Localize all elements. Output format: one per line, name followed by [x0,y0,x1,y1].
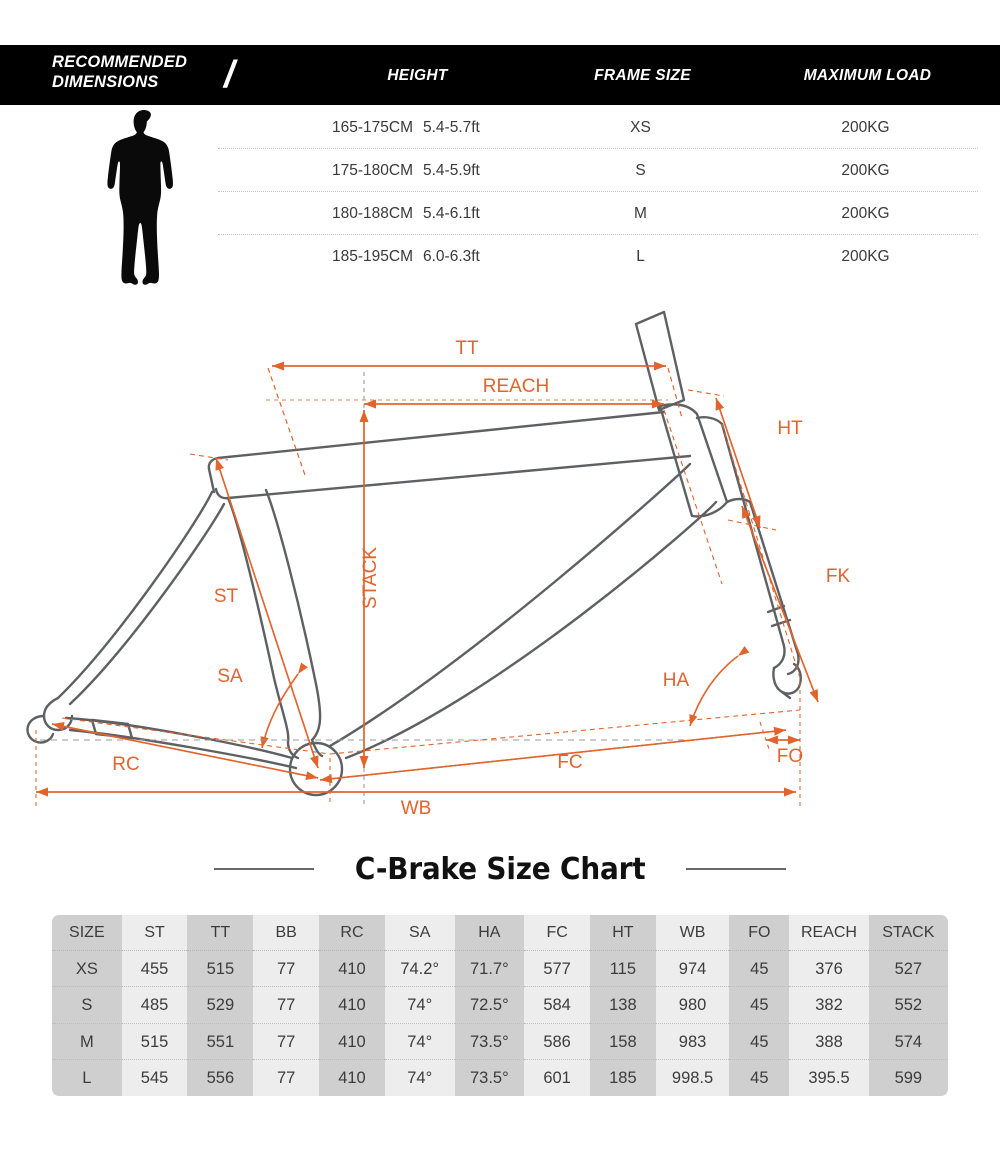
geometry-column-wb [656,915,730,1096]
geometry-column-fc [524,915,590,1096]
geometry-column-header: BB [253,915,319,951]
label-fk: FK [825,566,851,587]
geometry-cell: 395.5 [808,1068,850,1087]
title-rule-right [686,868,786,870]
bike-frame-geometry-diagram [0,306,1000,826]
label-sa: SA [217,666,243,687]
geometry-cell: 584 [524,987,590,1023]
label-ha: HA [662,670,690,691]
geometry-cell: 980 [656,987,730,1023]
geometry-column-header: SA [385,915,455,951]
geometry-cell: M [52,1024,122,1060]
geometry-column-header: STACK [869,915,948,951]
cell-height-cm: 180-188CM [332,205,413,222]
geometry-cell: 974 [656,951,730,987]
geometry-cell: 45 [729,987,789,1023]
geometry-cell: 158 [590,1024,656,1060]
geometry-cell: 74.2° [385,951,455,987]
geometry-cell: 73.5° [470,1068,509,1087]
cell-height-ft: 5.4-5.7ft [423,119,480,136]
cell-frame-size: M [634,205,647,222]
geometry-cell: 376 [789,951,868,987]
cell-max-load: 200KG [841,248,890,265]
cell-frame-size: XS [630,119,651,136]
dimension-ha [690,656,738,726]
geometry-column-header: HA [455,915,525,951]
geometry-column-header: TT [187,915,253,951]
table-row [218,106,978,149]
geometry-cell: 556 [206,1068,235,1087]
cell-height-cm: 175-180CM [332,162,413,179]
geometry-cell: 410 [319,987,385,1023]
geometry-cell: 45 [729,1024,789,1060]
dimension-fo [760,682,800,806]
geometry-column-header: RC [319,915,385,951]
geometry-column-sa [385,915,455,1096]
geometry-cell: 983 [656,1024,730,1060]
geometry-cell: S [52,987,122,1023]
geometry-column-ha [455,915,525,1096]
geometry-cell: 527 [869,951,948,987]
label-rc: RC [112,754,140,775]
geometry-cell: 998.5 [671,1068,714,1087]
geometry-cell: 388 [789,1024,868,1060]
geometry-column-fo [729,915,789,1096]
geometry-column-header: REACH [789,915,868,951]
person-silhouette-icon [96,108,192,300]
cell-max-load: 200KG [841,119,890,136]
label-wb: WB [400,798,432,819]
table-row [218,192,978,235]
label-fc: FC [557,752,583,773]
label-ht: HT [777,418,803,439]
cell-frame-size: L [636,248,645,265]
cell-height-cm: 165-175CM [332,119,413,136]
geometry-cell: 410 [319,951,385,987]
geometry-cell: 599 [894,1068,923,1087]
geometry-cell: 115 [590,951,656,987]
geometry-cell: 71.7° [455,951,525,987]
geometry-cell: 77 [276,1068,296,1087]
label-reach: REACH [482,376,550,397]
geometry-column-stack [869,915,948,1096]
cell-height-ft: 6.0-6.3ft [423,248,480,265]
section-title-row [0,838,1000,900]
label-fo: FO [776,746,804,767]
geometry-column-rc [319,915,385,1096]
geometry-cell: 410 [319,1024,385,1060]
geometry-cell: 185 [609,1068,637,1087]
geometry-cell: L [82,1068,92,1087]
geometry-cell: 552 [869,987,948,1023]
header-column-frame-size: FRAME SIZE [594,67,691,84]
geometry-column-header: FO [729,915,789,951]
cell-max-load: 200KG [841,162,890,179]
geometry-cell: 45 [750,1068,769,1087]
cell-frame-size: S [635,162,646,179]
recommended-dimensions-table [218,106,978,278]
geometry-column-header: WB [656,915,730,951]
geometry-cell: 382 [789,987,868,1023]
frame-outline [27,312,800,795]
geometry-column-header: ST [122,915,188,951]
cell-height-ft: 5.4-5.9ft [423,162,480,179]
header-title-line1: RECOMMENDED [52,53,188,71]
geometry-cell: 529 [187,987,253,1023]
geometry-cell: 72.5° [455,987,525,1023]
geometry-cell: 485 [122,987,188,1023]
geometry-cell: 45 [729,951,789,987]
geometry-column-header: HT [590,915,656,951]
geometry-cell: 577 [524,951,590,987]
geometry-cell: 77 [253,951,319,987]
geometry-cell: 586 [524,1024,590,1060]
page-title: C-Brake Size Chart [354,851,646,887]
geometry-column-bb [253,915,319,1096]
geometry-column-size [52,915,122,1096]
header-slash-divider: / [224,54,235,96]
geometry-cell: 73.5° [455,1024,525,1060]
geometry-cell: 455 [122,951,188,987]
label-st: ST [213,586,239,607]
geometry-column-tt [187,915,253,1096]
geometry-column-reach [789,915,868,1096]
geometry-cell: 515 [187,951,253,987]
geometry-size-table [52,915,948,1096]
geometry-cell: 574 [869,1024,948,1060]
title-rule-left [214,868,314,870]
header-column-height: HEIGHT [387,67,448,84]
geometry-cell: 138 [590,987,656,1023]
table-row [218,235,978,278]
geometry-column-header: SIZE [52,915,122,951]
geometry-cell: 515 [122,1024,188,1060]
header-title-line2: DIMENSIONS [52,73,159,91]
geometry-column-header: FC [524,915,590,951]
cell-max-load: 200KG [841,205,890,222]
geometry-cell: 545 [140,1068,169,1087]
geometry-cell: 410 [338,1068,366,1087]
geometry-cell: 551 [187,1024,253,1060]
recommended-dimensions-title [52,52,252,92]
header-column-maximum-load: MAXIMUM LOAD [803,67,932,84]
geometry-cell: 74° [385,1024,455,1060]
label-tt: TT [455,338,479,359]
geometry-cell: 77 [253,1024,319,1060]
geometry-cell: 77 [253,987,319,1023]
table-row [218,149,978,192]
cell-height-cm: 185-195CM [332,248,413,265]
geometry-cell: 74° [385,987,455,1023]
dimension-reach [266,400,668,404]
label-stack: STACK [360,547,381,609]
cell-height-ft: 5.4-6.1ft [423,205,480,222]
geometry-column-ht [590,915,656,1096]
geometry-cell: XS [52,951,122,987]
geometry-column-st [122,915,188,1096]
geometry-cell: 74° [407,1068,433,1087]
dimension-sa [40,674,700,748]
geometry-cell: 601 [543,1068,571,1087]
